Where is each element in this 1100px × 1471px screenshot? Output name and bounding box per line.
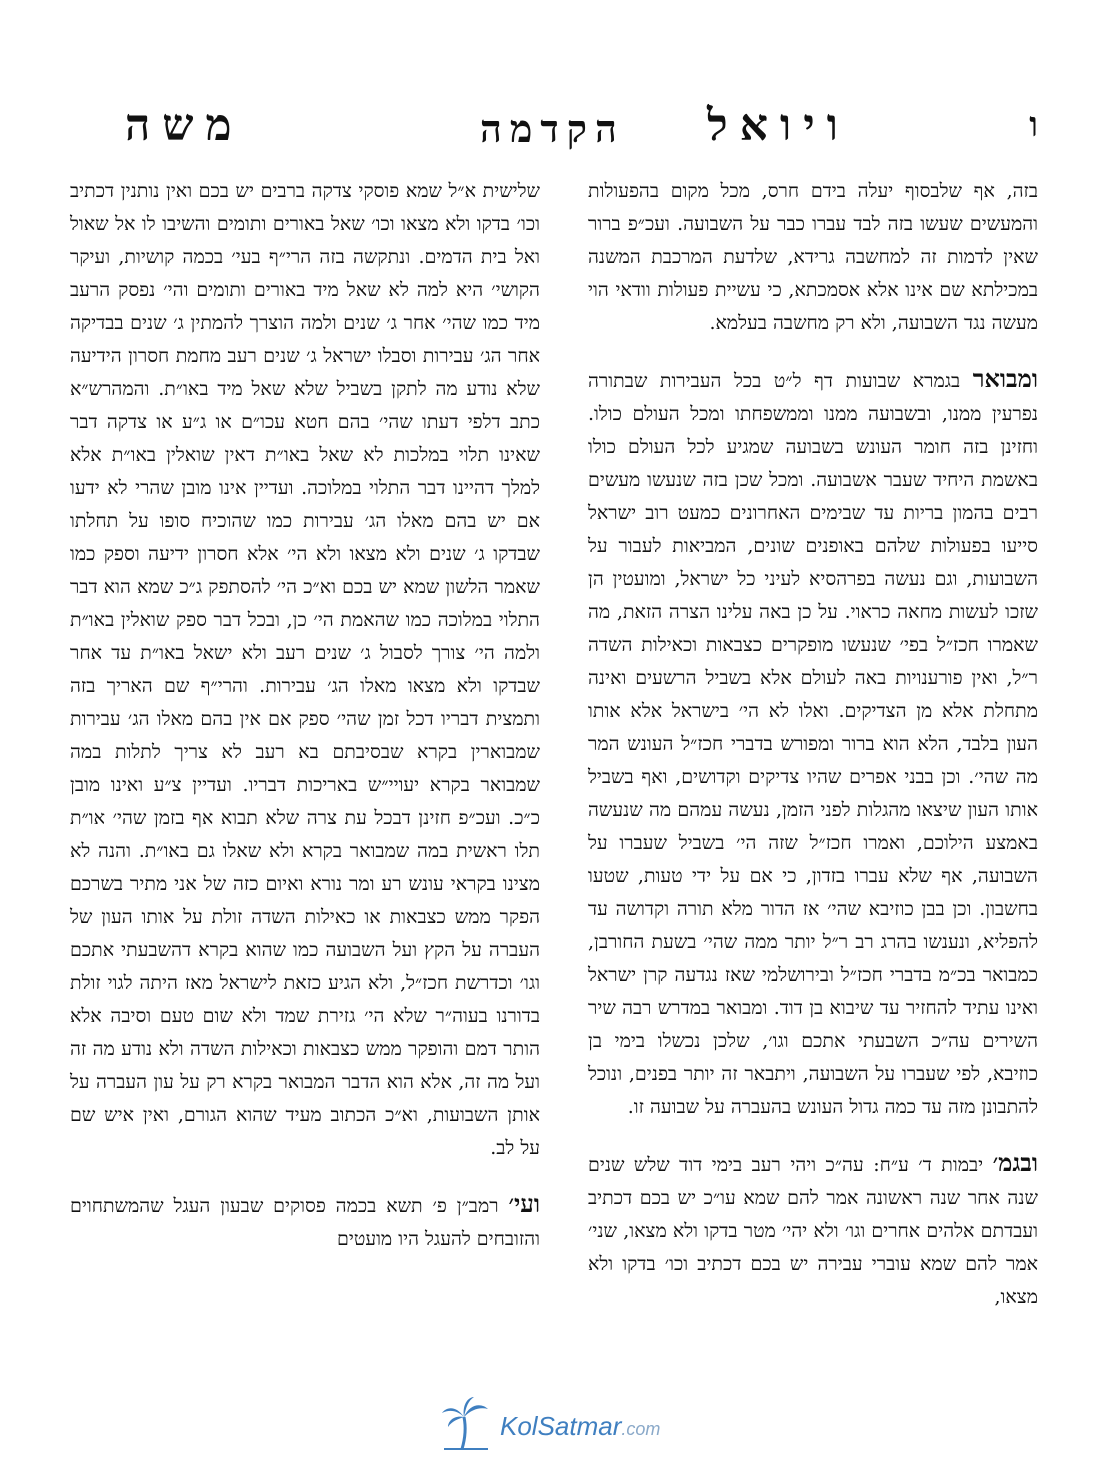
paragraph-lead-word: ומבואר — [972, 364, 1038, 393]
running-title-left: משה — [125, 100, 244, 151]
right-column — [588, 175, 1038, 1336]
palm-tree-icon — [440, 1395, 492, 1451]
running-title-center: הקדמה — [480, 106, 625, 151]
paragraph-lead-word: ובגמ׳ — [992, 1148, 1038, 1177]
paragraph: שלישית א״ל שמא פוסקי צדקה ברבים יש בכם ואין נותנין דכתיב וכו׳ בדקו ולא מצאו וכו׳ שאל באורים ותומים והשיבו לו אל שאול ואל בית הדמים. ונתקשה בזה הרי״ף בעי׳ בכמה קושיות, ועיקר הקושי׳ היא למה לא שאל מיד באורים ותומים והי׳ נפסק הרעב מיד כמו שהי׳ אחר ג׳ שנים ולמה הוצרך להמתין ג׳ שנים בבדיקה אחר הג׳ עבירות וסבלו ישראל ג׳ שנים רעב מחמת חסרון הידיעה שלא נודע מה לתקן בשביל שלא שאל מיד באו״ת. והמהרש״א כתב דלפי דעתו שהי׳ בהם חטא עכו״ם או ג״ע או צדקה דבר שאינו תלוי במלכות לא שאל באו״ת דאין שואלין באו״ת אלא למלך דהיינו דבר התלוי במלוכה. ועדיין אינו מובן שהרי לא ידעו אם יש בהם מאלו הג׳ עבירות כמו שהוכיח סופו על תחלתו שבדקו ג׳ שנים ולא מצאו ולא הי׳ אלא חסרון ידיעה וספק כמו שאמר הלשון שמא יש בכם וא״כ הי׳ להסתפק ג״כ שמא הוא דבר התלוי במלוכה כמו שהאמת הי׳ כן, ובכל דבר ספק שואלין באו״ת ולמה הי׳ צורך לסבול ג׳ שנים רעב ולא ישאל באו״ת עד אחר שבדקו ולא מצאו מאלו הג׳ עבירות. והרי״ף שם האריך בזה ותמצית דבריו דכל זמן שהי׳ ספק אם אין בהם מאלו הג׳ עבירות שמבוארין בקרא שבסיבתם בא רעב לא צריך לתלות במה שמבואר בקרא יעויי״ש באריכות דבריו. ועדיין צ״ע ואינו מובן כ״כ. ועכ״פ חזינן דבכל עת צרה שלא תבוא אף בזמן שהי׳ או״ת תלו ראשית במה שמבואר בקרא ולא שאלו גם באו״ת. והנה לא מצינו בקראי עונש רע ומר נורא ואיום כזה של אני מתיר בשרכם הפקר ממש כצבאות או כאילות השדה זולת על אותו העון של העברה על הקץ ועל השבועה כמו שהוא בקרא דהשבעתי אתכם וגו׳ וכדרשת חכז״ל, ולא הגיע כזאת לישראל מאז היתה לגוי זולת בדורנו בעוה״ר שלא הי׳ גזירת שמד ולא שום טעם וסיבה אלא הותר דמם והופקר ממש כצבאות וכאילות השדה ולא נודע מה זה ועל מה זה, אלא הוא הדבר המבואר בקרא רק על עון העברה על אותן השבועות, וא״כ הכתוב מעיד שהוא הגורם, ואין איש שם על לב. — [70, 180, 540, 1159]
page-number: ו — [1029, 105, 1038, 145]
running-title-right: ויואל — [707, 100, 850, 151]
paragraph-lead-word: ועי׳ — [508, 1189, 541, 1218]
paragraph-text: בגמרא שבועות דף ל״ט בכל העבירות שבתורה נפרעין ממנו, ובשבועה ממנו וממשפחתו ומכל העולם כולו. וחזינן בזה חומר העונש בשבועה שמגיע לכל העולם כולו באשמת היחיד שעבר אשבועה. ומכל שכן בזה שנעשו מעשים רבים בהמון בריות עד שבימים האחרונים כמעט רוב ישראל סייעו בפעולות שלהם באופנים שונים, המביאות לעבור על השבועות, וגם נעשה בפרהסיא לעיני כל ישראל, ומועטין הן שזכו לעשות מחאה כראוי. על כן באה עלינו הצרה הזאת, מה שאמרו חכז״ל בפי׳ שנעשו מופקרים כצבאות וכאילות השדה ר״ל, ואין פורענויות באה לעולם אלא בשביל הרשעים ואינה מתחלת אלא מן הצדיקים. ואלו לא הי׳ בישראל אלא אותו העון בלבד, הלא הוא ברור ומפורש בדברי חכז״ל העונש המר מה שהי׳. וכן בבני אפרים שהיו צדיקים וקדושים, ואף בשביל אותו העון שיצאו מהגלות לפני הזמן, נעשה עמהם מה שנעשה באמצע הילוכם, ואמרו חכז״ל שזה הי׳ בשביל שעברו על השבועה, אף שלא עברו בזדון, כי אם על ידי טעות, שטעו בחשבון. וכן בבן כוזיבא שהי׳ אז הדור מלא תורה וקדושה עד להפליא, ונענשו בהרג רב ר״ל יותר ממה שהי׳ בשעת החורבן, כמבואר בכ״מ בדברי חכז״ל ובירושלמי שאז נגדעה קרן ישראל ואינו עתיד להחזיר עד שיבוא בן דוד. ומבואר במדרש רבה שיר השירים עה״כ השבעתי אתכם וגו׳, שלכן נכשלו בימי בן כוזיבא, לפי שעברו על השבועה, ויתבאר זה יותר בפנים, ונוכל להתבונן מזה עד כמה גדול העונש בהעברה על שבועה זו. — [588, 370, 1038, 1118]
paragraph — [588, 1146, 1038, 1314]
paragraph-text: יבמות ד׳ ע״ח: עה״כ ויהי רעב בימי דוד שלש שנים שנה אחר שנה ראשונה אמר להם שמא עו״כ יש בכם דכתיב ועבדתם אלהים אחרים וגו׳ ולא יהי׳ מטר בדקו ולא מצאו, שני׳ אמר להם שמא עוברי עבירה יש בכם דכתיב וכו׳ בדקו ולא מצאו, — [588, 1154, 1038, 1308]
paragraph — [588, 362, 1038, 1124]
paragraph: בזה, אף שלבסוף יעלה בידם חרס, מכל מקום בהפעולות והמעשים שעשו בזה לבד עברו כבר על השבועה. ועכ״פ ברור שאין לדמות זה למחשבה גרידא, שלדעת המרכבת המשנה במכילתא שם אינו אלא אסמכתא, כי עשיית פעולות וודאי הוי מעשה נגד השבועה, ולא רק מחשבה בעלמא. — [588, 180, 1038, 334]
watermark — [440, 1395, 680, 1455]
paragraph — [70, 1187, 540, 1256]
watermark-text: KolSatmar.com — [500, 1411, 661, 1441]
left-column — [70, 175, 540, 1278]
paragraph-text: רמב״ן פ׳ תשא בכמה פסוקים שבעון העגל שהמשתחוים והזובחים להעגל היו מועטים — [70, 1195, 540, 1250]
